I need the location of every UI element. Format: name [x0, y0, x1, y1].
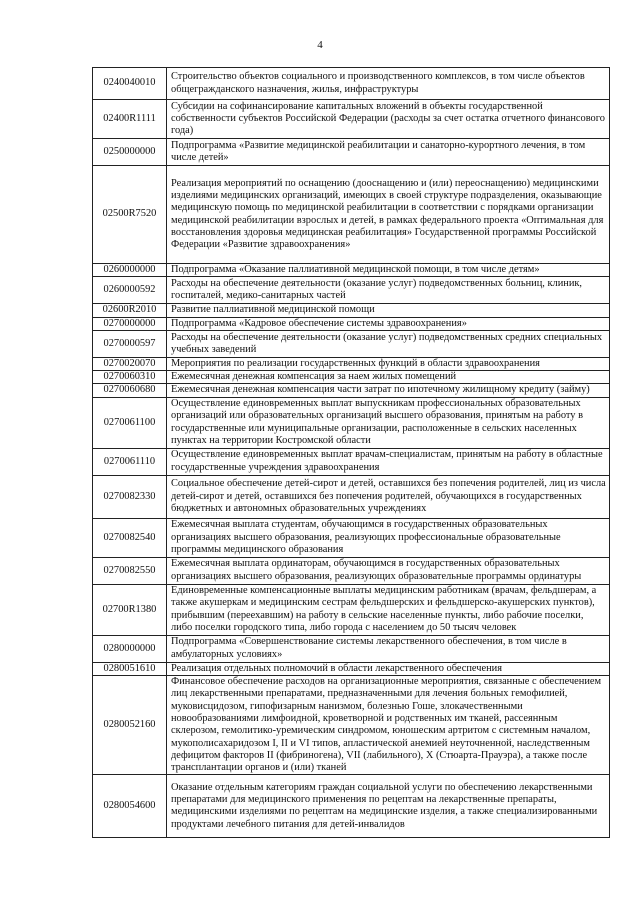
- row-code: 0280052160: [93, 676, 167, 775]
- row-description: Осуществление единовременных выплат врачам-специалистам, принятым на работу в областные государственные учреждения здравоохранения: [167, 448, 610, 475]
- row-description: Расходы на обеспечение деятельности (оказание услуг) подведомственных средних специальных учебных заведений: [167, 330, 610, 357]
- page-number: 4: [317, 39, 323, 51]
- table-row: [93, 397, 610, 448]
- table-row: [93, 264, 610, 277]
- row-code: 0250000000: [93, 139, 167, 166]
- row-description: Оказание отдельным категориям граждан социальной услуги по обеспечению лекарственными препаратами для медицинского применения по рецептам на лекарственные препараты, медицинскими изделиями по рецептам на медицинские изделия, а также специализированными продуктами лечебного питания для детей-инвалидов: [167, 775, 610, 838]
- row-code: 0270061110: [93, 448, 167, 475]
- table-row: [93, 166, 610, 264]
- row-code: 02400R1111: [93, 100, 167, 139]
- table-row: [93, 475, 610, 518]
- table-row: [93, 384, 610, 397]
- row-code: 0280000000: [93, 635, 167, 662]
- row-code: 0280051610: [93, 662, 167, 675]
- budget-codes-table: [92, 67, 610, 838]
- row-code: 0270000597: [93, 330, 167, 357]
- table-row: [93, 775, 610, 838]
- row-code: 0270060680: [93, 384, 167, 397]
- row-description: Ежемесячная выплата ординаторам, обучающимся в государственных образовательных организациях высшего образования, реализующих образовательные программы ординатуры: [167, 557, 610, 584]
- row-description: Подпрограмма «Развитие медицинской реабилитации и санаторно-курортного лечения, в том числе детей»: [167, 139, 610, 166]
- row-description: Субсидии на софинансирование капитальных вложений в объекты государственной собственности субъектов Российской Федерации (расходы за счет остатка отчетного финансового года): [167, 100, 610, 139]
- row-description: Подпрограмма «Совершенствование системы лекарственного обеспечения, в том числе в амбулаторных условиях»: [167, 635, 610, 662]
- table-row: [93, 584, 610, 635]
- table-row: [93, 635, 610, 662]
- row-description: Ежемесячная выплата студентам, обучающимся в государственных образовательных организациях высшего образования, реализующих профессиональные образовательные программы медицинского образования: [167, 518, 610, 557]
- table-row: [93, 277, 610, 304]
- row-description: Социальное обеспечение детей-сирот и детей, оставшихся без попечения родителей, лиц из числа детей-сирот и детей, оставшихся без попечения родителей, обучающихся в государственных бюджетных и автономных образовательных учреждениях: [167, 475, 610, 518]
- row-code: 02600R2010: [93, 304, 167, 317]
- row-description: Расходы на обеспечение деятельности (оказание услуг) подведомственных больниц, клиник, госпиталей, медико-санитарных частей: [167, 277, 610, 304]
- row-code: 0270061100: [93, 397, 167, 448]
- row-description: Мероприятия по реализации государственных функций в области здравоохранения: [167, 357, 610, 370]
- table-row: [93, 317, 610, 330]
- table-row: [93, 139, 610, 166]
- row-description: Реализация мероприятий по оснащению (дооснащению и (или) переоснащению) медицинскими изделиями медицинских организаций, имеющих в своей структуре подразделения, оказывающие медицинскую помощь по медицинской реабилитации в соответствии с порядками организации медицинской реабилитации взрослых и детей, в рамках федерального проекта «Оптимальная для восстановления здоровья медицинская реабилитация» Государственной программы Российской Федерации «Развитие здравоохранения»: [167, 166, 610, 264]
- row-description: Единовременные компенсационные выплаты медицинским работникам (врачам, фельдшерам, а также акушеркам и медицинским сестрам фельдшерских и фельдшерско-акушерских пунктов), прибывшим (переехавшим) на работу в сельские населенные пункты, либо рабочие поселки, либо поселки городского типа, либо города с населением до 50 тысяч человек: [167, 584, 610, 635]
- row-code: 0270082540: [93, 518, 167, 557]
- row-description: Финансовое обеспечение расходов на организационные мероприятия, связанные с обеспечением лиц лекарственными препаратами, предназначенными для лечения больных гемофилией, муковисцидозом, гипофизарным нанизмом, болезнью Гоше, злокачественными новообразованиями лимфоидной, кроветворной и родственных им тканей, рассеянным склерозом, гемолитико-уремическим синдромом, юношеским артритом с системным началом, мукополисахаридозом I, II и VI типов, апластической анемией неуточненной, наследственным дефицитом факторов II (фибриногена), VII (лабильного), X (Стюарта-Прауэра), а также после трансплантации органов и (или) тканей: [167, 676, 610, 775]
- table-row: [93, 330, 610, 357]
- row-description: Ежемесячная денежная компенсация за наем жилых помещений: [167, 371, 610, 384]
- table-row: [93, 448, 610, 475]
- row-code: 0270060310: [93, 371, 167, 384]
- table-row: [93, 662, 610, 675]
- row-description: Развитие паллиативной медицинской помощи: [167, 304, 610, 317]
- table-row: [93, 68, 610, 100]
- table-row: [93, 304, 610, 317]
- table-row: [93, 557, 610, 584]
- row-code: 02700R1380: [93, 584, 167, 635]
- row-code: 02500R7520: [93, 166, 167, 264]
- table-row: [93, 100, 610, 139]
- row-code: 0280054600: [93, 775, 167, 838]
- row-code: 0270082550: [93, 557, 167, 584]
- row-code: 0270020070: [93, 357, 167, 370]
- row-code: 0270082330: [93, 475, 167, 518]
- row-description: Ежемесячная денежная компенсация части затрат по ипотечному жилищному кредиту (займу): [167, 384, 610, 397]
- row-description: Подпрограмма «Оказание паллиативной медицинской помощи, в том числе детям»: [167, 264, 610, 277]
- row-code: 0260000000: [93, 264, 167, 277]
- row-description: Строительство объектов социального и производственного комплексов, в том числе объектов общегражданского назначения, жилья, инфраструктуры: [167, 68, 610, 100]
- row-code: 0240040010: [93, 68, 167, 100]
- table-row: [93, 676, 610, 775]
- table-row: [93, 518, 610, 557]
- table-row: [93, 371, 610, 384]
- row-description: Реализация отдельных полномочий в области лекарственного обеспечения: [167, 662, 610, 675]
- table-row: [93, 357, 610, 370]
- row-code: 0270000000: [93, 317, 167, 330]
- row-code: 0260000592: [93, 277, 167, 304]
- row-description: Осуществление единовременных выплат выпускникам профессиональных образовательных организаций или образовательных организаций высшего образования, принятым на работу в государственные или муниципальные организации, расположенные в сельских населенных пунктах на территории Костромской области: [167, 397, 610, 448]
- row-description: Подпрограмма «Кадровое обеспечение системы здравоохранения»: [167, 317, 610, 330]
